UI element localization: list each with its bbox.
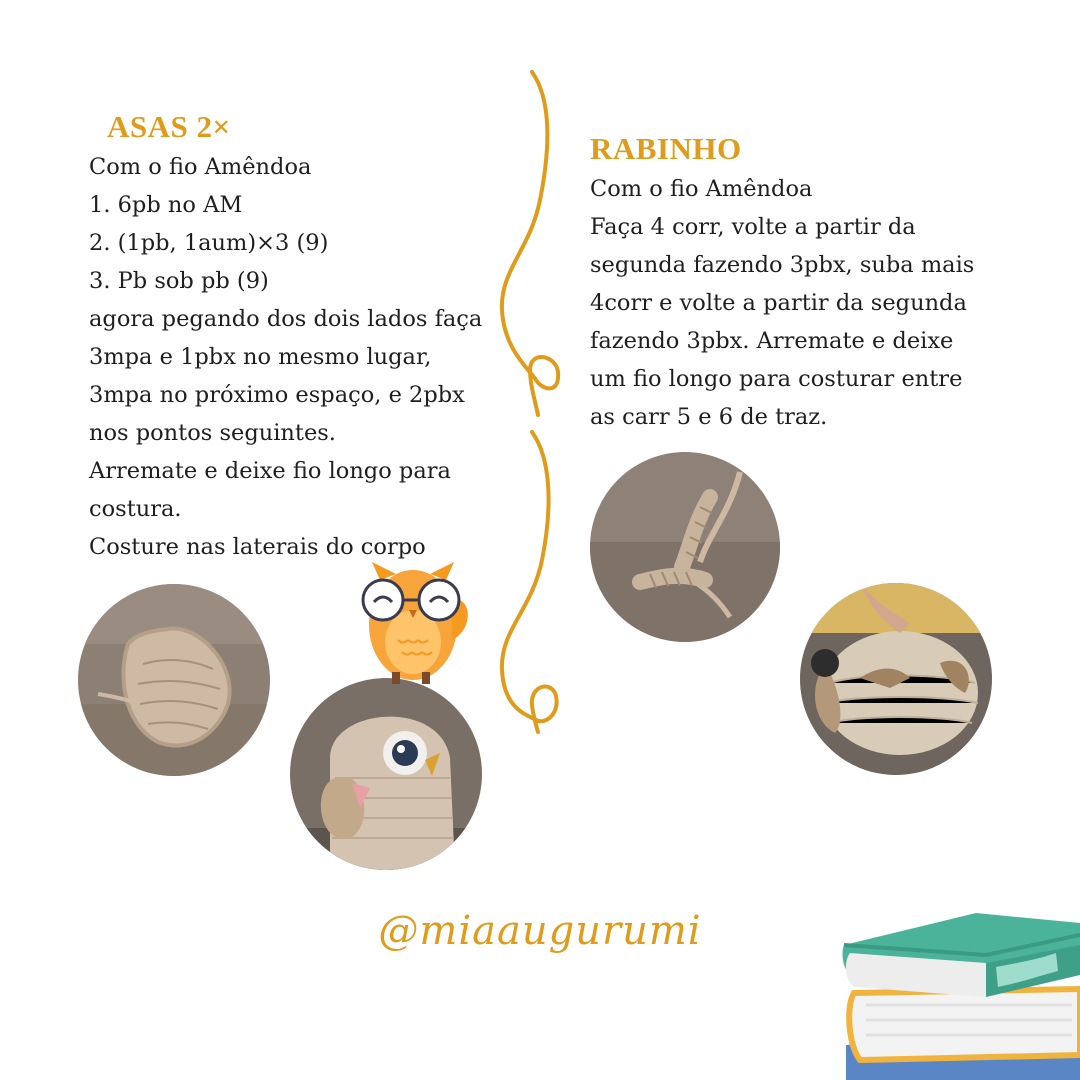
instruction-line: nos pontos seguintes. — [89, 420, 336, 446]
instruction-line: um fio longo para costurar entre — [590, 366, 963, 392]
instruction-line: Faça 4 corr, volte a partir da — [590, 214, 916, 240]
owl-with-tail-photo — [800, 583, 992, 775]
instagram-handle: @miaaugurumi — [378, 908, 702, 954]
instruction-line: 2. (1pb, 1aum)×3 (9) — [89, 230, 329, 256]
owl-glasses-icon — [352, 560, 474, 686]
wings-heading: ASAS 2× — [107, 109, 231, 144]
tail-section — [590, 128, 974, 436]
books-stack-icon — [836, 905, 1080, 1080]
instruction-line: 1. 6pb no AM — [89, 192, 243, 218]
wing-crochet-photo — [78, 584, 270, 776]
tail-crochet-photo — [590, 452, 780, 642]
instruction-line: Com o fio Amêndoa — [590, 176, 813, 202]
instruction-line: Com o fio Amêndoa — [89, 154, 312, 180]
instruction-line: 3. Pb sob pb (9) — [89, 268, 269, 294]
instruction-line: Costure nas laterais do corpo — [89, 534, 426, 560]
wings-section — [89, 106, 482, 566]
owl-with-wing-photo — [290, 678, 482, 870]
instruction-line: Arremate e deixe fio longo para — [89, 458, 451, 484]
instruction-line: 4corr e volte a partir da segunda — [590, 290, 967, 316]
instruction-line: 3mpa no próximo espaço, e 2pbx — [89, 382, 465, 408]
instruction-line: agora pegando dos dois lados faça — [89, 306, 483, 332]
instruction-line: 3mpa e 1pbx no mesmo lugar, — [89, 344, 432, 370]
tail-heading: RABINHO — [590, 131, 742, 166]
instruction-line: costura. — [89, 496, 182, 522]
instruction-line: as carr 5 e 6 de traz. — [590, 404, 828, 430]
curly-divider-icon — [490, 60, 580, 740]
instruction-line: segunda fazendo 3pbx, suba mais — [590, 252, 975, 278]
instruction-line: fazendo 3pbx. Arremate e deixe — [590, 328, 954, 354]
